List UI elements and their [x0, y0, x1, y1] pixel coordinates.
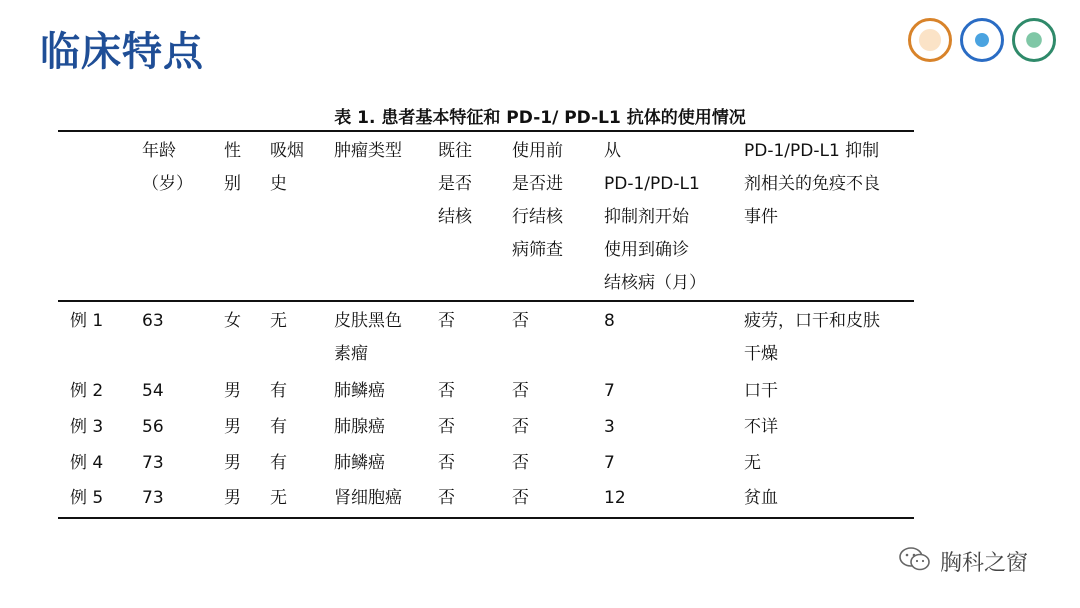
table-caption: 表 1. 患者基本特征和 PD-1/ PD-L1 抗体的使用情况 — [334, 108, 746, 128]
table-cell: 否 — [512, 381, 529, 401]
header-age: 年龄 （岁） — [142, 141, 193, 194]
table-cell: 例 5 — [70, 488, 104, 508]
table-cell: 肺鳞癌 — [334, 453, 385, 473]
table-bottom-rule — [58, 517, 914, 519]
table-cell: 否 — [438, 488, 455, 508]
table-cell: 否 — [512, 453, 529, 473]
table-cell: 有 — [270, 381, 287, 401]
table-cell: 无 — [270, 488, 287, 508]
table-cell: 口干 — [744, 381, 778, 401]
table-cell: 7 — [604, 453, 615, 473]
table-cell: 男 — [224, 417, 241, 437]
table-cell: 否 — [438, 417, 455, 437]
table-cell: 例 3 — [70, 417, 104, 437]
table-cell: 否 — [512, 311, 529, 331]
slide-title: 临床特点 — [40, 29, 204, 75]
table-cell: 否 — [512, 417, 529, 437]
table-cell: 7 — [604, 381, 615, 401]
header-tumor-type: 肿瘤类型 — [334, 141, 402, 161]
table-cell: 男 — [224, 381, 241, 401]
table-cell: 63 — [142, 311, 164, 331]
wechat-icon — [898, 546, 932, 572]
table-cell: 无 — [744, 453, 761, 473]
table-top-rule — [58, 130, 914, 132]
table-header-rule — [58, 300, 914, 302]
university-logo-icon — [908, 18, 952, 62]
table-cell: 否 — [438, 453, 455, 473]
table-cell: 12 — [604, 488, 626, 508]
table-cell: 例 4 — [70, 453, 104, 473]
header-irae: PD-1/PD-L1 抑制 剂相关的免疫不良 事件 — [744, 141, 880, 227]
table-cell: 73 — [142, 453, 164, 473]
table-cell: 3 — [604, 417, 615, 437]
table-cell: 73 — [142, 488, 164, 508]
medical-center-logo-icon — [1012, 18, 1056, 62]
table-cell: 肺腺癌 — [334, 417, 385, 437]
header-smoking: 吸烟 史 — [270, 141, 304, 194]
hospital-logo-icon — [960, 18, 1004, 62]
table-cell: 56 — [142, 417, 164, 437]
table-cell: 男 — [224, 488, 241, 508]
table-cell: 贫血 — [744, 488, 778, 508]
table-cell: 8 — [604, 311, 615, 331]
header-prior-tb: 既往 是否 结核 — [438, 141, 472, 227]
table-cell: 否 — [512, 488, 529, 508]
table-cell: 肾细胞癌 — [334, 488, 402, 508]
table-cell: 有 — [270, 417, 287, 437]
table-cell: 男 — [224, 453, 241, 473]
table-cell: 例 1 — [70, 311, 104, 331]
watermark-text: 胸科之窗 — [940, 551, 1029, 576]
header-tb-screening: 使用前 是否进 行结核 病筛查 — [512, 141, 563, 260]
table-cell: 无 — [270, 311, 287, 331]
table-cell: 有 — [270, 453, 287, 473]
table-cell: 肺鳞癌 — [334, 381, 385, 401]
table-cell: 皮肤黑色 素瘤 — [334, 311, 402, 364]
table-cell: 否 — [438, 311, 455, 331]
header-months-to-tb: 从 PD-1/PD-L1 抑制剂开始 使用到确诊 结核病（月） — [604, 141, 706, 293]
table-cell: 否 — [438, 381, 455, 401]
table-cell: 女 — [224, 311, 241, 331]
header-sex: 性 别 — [224, 141, 241, 194]
logo-group — [908, 18, 1056, 62]
table-cell: 54 — [142, 381, 164, 401]
table-cell: 疲劳，口干和皮肤 干燥 — [744, 311, 880, 364]
table-cell: 不详 — [744, 417, 778, 437]
table-cell: 例 2 — [70, 381, 104, 401]
